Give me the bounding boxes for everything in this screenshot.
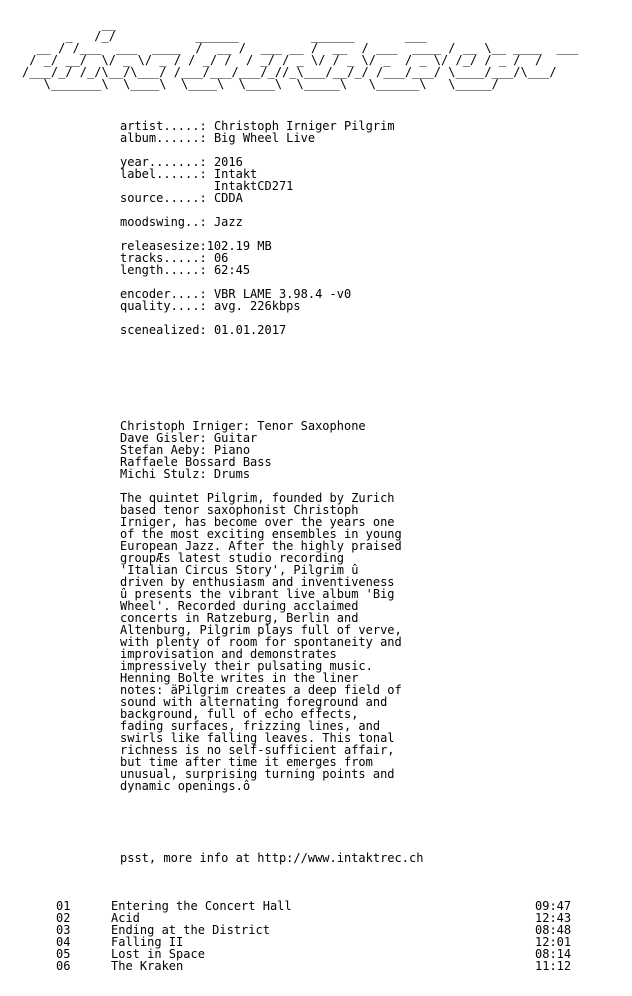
track-row bbox=[56, 960, 576, 972]
description-line: groupÆs latest studio recording bbox=[120, 551, 344, 565]
description-line: impressively their pulsating music. bbox=[120, 659, 373, 673]
track-time: 11:12 bbox=[535, 959, 572, 973]
description-line: Wheel'. Recorded during acclaimed bbox=[120, 599, 359, 613]
description-line: based tenor saxophonist Christoph bbox=[120, 503, 359, 517]
source-row bbox=[120, 192, 395, 204]
description-line: unusual, surprising turning points and bbox=[120, 767, 395, 781]
moodswing-value: Jazz bbox=[213, 215, 243, 229]
track-number: 04 bbox=[56, 935, 71, 949]
tracklist bbox=[56, 900, 576, 972]
description-line: dynamic openings.ô bbox=[120, 779, 251, 793]
description-line: improvisation and demonstrates bbox=[120, 647, 337, 661]
ascii-logo: __ _ /_/ ______ ______ ___ __ / /___ ___ ____ / __ / ___ __ / __ / ___ ____ / __ \__ ____ ___ / _/ __/ \/ _ \/ _ / / _/ / / _/ / _ \/ / _ \/ _ / _ \/ /_/ / _ / / /___/_/ /_/\__/\___/ /___/___/___/_//_\___/__/_/ /___/___/ \____/___/\___/ \_______\ \____\ \____\ \____\ \_____\ \______\ \_____/ bbox=[22, 17, 579, 91]
encoder-label: encoder....: bbox=[120, 287, 207, 301]
track-number: 05 bbox=[56, 947, 71, 961]
track-number: 06 bbox=[56, 959, 71, 973]
year-value: 2016 bbox=[213, 155, 243, 169]
description-line: of the most exciting ensembles in young bbox=[120, 527, 402, 541]
track-title: Lost in Space bbox=[111, 947, 205, 961]
track-time: 08:14 bbox=[535, 947, 572, 961]
artist-value: Christoph Irniger Pilgrim bbox=[213, 119, 395, 133]
length-row bbox=[120, 264, 395, 276]
lineup-line: Michi Stulz: Drums bbox=[120, 467, 251, 481]
description-line: Irniger, has become over the years one bbox=[120, 515, 395, 529]
lineup-line: Stefan Aeby: Piano bbox=[120, 443, 251, 457]
more-info bbox=[120, 852, 423, 864]
scenealized-row bbox=[120, 324, 395, 336]
album-row bbox=[120, 132, 395, 144]
encoder-value: VBR LAME 3.98.4 -v0 bbox=[213, 287, 352, 301]
tracks-label: tracks.....: bbox=[120, 251, 207, 265]
album-label: album......: bbox=[120, 131, 207, 145]
lineup bbox=[120, 420, 366, 480]
description-line: sound with alternating foreground and bbox=[120, 695, 388, 709]
source-label: source.....: bbox=[120, 191, 207, 205]
description-line: concerts in Ratzeburg, Berlin and bbox=[120, 611, 359, 625]
length-value: 62:45 bbox=[213, 263, 251, 277]
description-line: The quintet Pilgrim, founded by Zurich bbox=[120, 491, 395, 505]
track-time: 12:01 bbox=[535, 935, 572, 949]
catalog-value: IntaktCD271 bbox=[213, 179, 294, 193]
lineup-line: Christoph Irniger: Tenor Saxophone bbox=[120, 419, 366, 433]
moodswing-row bbox=[120, 216, 395, 228]
release-info bbox=[120, 120, 395, 336]
description-line: û presents the vibrant live album 'Big bbox=[120, 587, 395, 601]
description-line: 'Italian Circus Story', Pilgrim û bbox=[120, 563, 359, 577]
track-title: Entering the Concert Hall bbox=[111, 899, 292, 913]
description-line: swirls like falling leaves. This tonal bbox=[120, 731, 395, 745]
track-time: 12:43 bbox=[535, 911, 572, 925]
description-line: Henning Bolte writes in the liner bbox=[120, 671, 359, 685]
description-line: with plenty of room for spontaneity and bbox=[120, 635, 402, 649]
releasesize-label: releasesize: bbox=[120, 239, 207, 253]
description-line: Altenburg, Pilgrim plays full of verve, bbox=[120, 623, 402, 637]
track-title: Ending at the District bbox=[111, 923, 270, 937]
track-number: 02 bbox=[56, 911, 71, 925]
track-title: Acid bbox=[111, 911, 140, 925]
scenealized-value: 01.01.2017 bbox=[213, 323, 287, 337]
track-title: Falling II bbox=[111, 935, 184, 949]
quality-label: quality....: bbox=[120, 299, 207, 313]
description-line: notes: äPilgrim creates a deep field of bbox=[120, 683, 402, 697]
description-line: but time after time it emerges from bbox=[120, 755, 373, 769]
description-line: fading surfaces, frizzing lines, and bbox=[120, 719, 381, 733]
more-info-line: psst, more info at http://www.intaktrec.ch bbox=[120, 851, 424, 865]
description bbox=[120, 492, 402, 792]
lineup-line: Raffaele Bossard Bass bbox=[120, 455, 272, 469]
length-label: length.....: bbox=[120, 263, 207, 277]
description-line: background, full of echo effects, bbox=[120, 707, 359, 721]
track-time: 08:48 bbox=[535, 923, 572, 937]
track-number: 01 bbox=[56, 899, 71, 913]
track-title: The Kraken bbox=[111, 959, 184, 973]
scenealized-label: scenealized: bbox=[120, 323, 207, 337]
releasesize-value: 102.19 MB bbox=[206, 239, 272, 253]
source-value: CDDA bbox=[213, 191, 243, 205]
description-line: driven by enthusiasm and inventiveness bbox=[120, 575, 395, 589]
label-value: Intakt bbox=[213, 167, 258, 181]
track-time: 09:47 bbox=[535, 899, 572, 913]
lineup-line: Dave Gisler: Guitar bbox=[120, 431, 258, 445]
quality-value: avg. 226kbps bbox=[213, 299, 301, 313]
track-number: 03 bbox=[56, 923, 71, 937]
quality-row bbox=[120, 300, 395, 312]
description-line: richness is no self-sufficient affair, bbox=[120, 743, 395, 757]
label-label: label......: bbox=[120, 167, 207, 181]
moodswing-label: moodswing..: bbox=[120, 215, 207, 229]
tracks-value: 06 bbox=[213, 251, 229, 265]
year-label: year.......: bbox=[120, 155, 207, 169]
artist-label: artist.....: bbox=[120, 119, 207, 133]
album-value: Big Wheel Live bbox=[213, 131, 316, 145]
description-line: European Jazz. After the highly praised bbox=[120, 539, 402, 553]
